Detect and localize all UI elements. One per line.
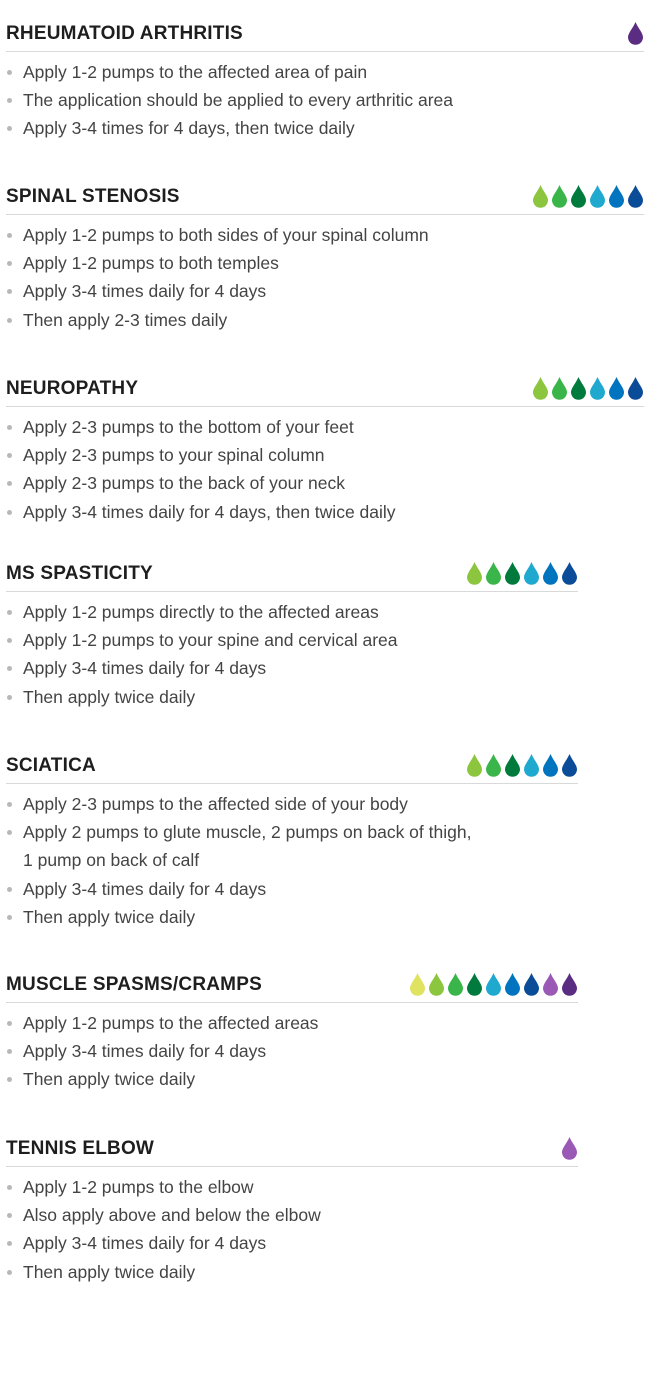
drop-icon [504,753,521,777]
drop-icon [485,753,502,777]
drop-icon [627,376,644,400]
divider [6,51,644,52]
drop-icon [570,184,587,208]
drop-icon [627,184,644,208]
drop-icon [542,561,559,585]
section-title: MS SPASTICITY [6,563,153,584]
instruction-item: Apply 3-4 times daily for 4 days [6,875,578,903]
divider [6,1002,578,1003]
drop-icon [561,972,578,996]
divider [6,406,644,407]
instruction-item: Apply 3-4 times daily for 4 days [6,277,644,305]
instruction-item: Apply 2-3 pumps to your spinal column [6,441,644,469]
drop-icon [485,561,502,585]
drop-icon [589,184,606,208]
drop-icon [428,972,445,996]
drop-icon [551,376,568,400]
instruction-item: Apply 1-2 pumps to the affected area of pain [6,58,644,86]
instruction-item: The application should be applied to every arthritic area [6,86,644,114]
instruction-list [6,1009,578,1094]
divider [6,783,578,784]
instruction-item: Then apply twice daily [6,903,578,931]
instruction-item: Apply 2-3 pumps to the bottom of your feet [6,413,644,441]
instruction-item: Then apply twice daily [6,1065,578,1093]
instruction-list [6,221,644,334]
instruction-list [6,58,644,143]
instruction-item: Apply 3-4 times daily for 4 days [6,1037,578,1065]
drop-icon [504,972,521,996]
instruction-item: Then apply twice daily [6,683,578,711]
drop-icon [523,561,540,585]
section-title: RHEUMATOID ARTHRITIS [6,23,243,44]
section-ms-spasticity [6,560,578,711]
section-spinal-stenosis [6,183,644,334]
instruction-item: Apply 3-4 times daily for 4 days, then twice daily [6,498,644,526]
instruction-item [6,818,578,874]
instruction-item: Then apply 2-3 times daily [6,306,644,334]
section-sciatica [6,752,578,931]
instruction-item: Apply 1-2 pumps directly to the affected areas [6,598,578,626]
drop-rating [532,184,644,208]
drop-icon [523,972,540,996]
drop-icon [551,184,568,208]
instruction-item: Apply 3-4 times daily for 4 days [6,1229,578,1257]
instruction-item: Apply 1-2 pumps to both temples [6,249,644,277]
drop-icon [485,972,502,996]
section-title: SPINAL STENOSIS [6,186,180,207]
drop-icon [532,376,549,400]
section-title: MUSCLE SPASMS/CRAMPS [6,974,262,995]
drop-icon [542,753,559,777]
section-neuropathy [6,375,644,526]
section-rheumatoid-arthritis [6,20,644,143]
drop-rating [627,21,644,45]
section-title: NEUROPATHY [6,378,139,399]
instruction-item: Apply 2-3 pumps to the back of your neck [6,469,644,497]
drop-icon [466,972,483,996]
divider [6,214,644,215]
drop-icon [466,561,483,585]
divider [6,1166,578,1167]
instruction-line: 1 pump on back of calf [23,850,200,871]
section-title: TENNIS ELBOW [6,1138,155,1159]
instruction-list [6,790,578,931]
drop-icon [608,376,625,400]
drop-icon [561,561,578,585]
drop-icon [409,972,426,996]
divider [6,591,578,592]
drop-icon [561,753,578,777]
instruction-item: Apply 1-2 pumps to both sides of your spinal column [6,221,644,249]
instruction-list [6,598,578,711]
drop-rating [466,753,578,777]
drop-rating [561,1136,578,1160]
instruction-list [6,413,644,526]
drop-icon [561,1136,578,1160]
section-muscle-spasms-cramps [6,971,578,1094]
drop-icon [523,753,540,777]
drop-icon [532,184,549,208]
instruction-item: Apply 2-3 pumps to the affected side of your body [6,790,578,818]
instruction-list [6,1173,578,1286]
instruction-item: Also apply above and below the elbow [6,1201,578,1229]
drop-icon [447,972,464,996]
instruction-item: Apply 3-4 times daily for 4 days [6,654,578,682]
section-title: SCIATICA [6,755,96,776]
drop-rating [409,972,578,996]
instruction-item: Apply 3-4 times for 4 days, then twice daily [6,114,644,142]
instruction-item: Apply 1-2 pumps to your spine and cervical area [6,626,578,654]
drop-icon [542,972,559,996]
instruction-item: Apply 1-2 pumps to the elbow [6,1173,578,1201]
instruction-item: Then apply twice daily [6,1258,578,1286]
drop-icon [589,376,606,400]
instruction-item: Apply 1-2 pumps to the affected areas [6,1009,578,1037]
drop-icon [608,184,625,208]
instruction-line: Apply 2 pumps to glute muscle, 2 pumps on back of thigh, [23,822,472,843]
drop-icon [504,561,521,585]
drop-icon [466,753,483,777]
drop-rating [532,376,644,400]
drop-rating [466,561,578,585]
drop-icon [627,21,644,45]
drop-icon [570,376,587,400]
section-tennis-elbow [6,1135,578,1286]
